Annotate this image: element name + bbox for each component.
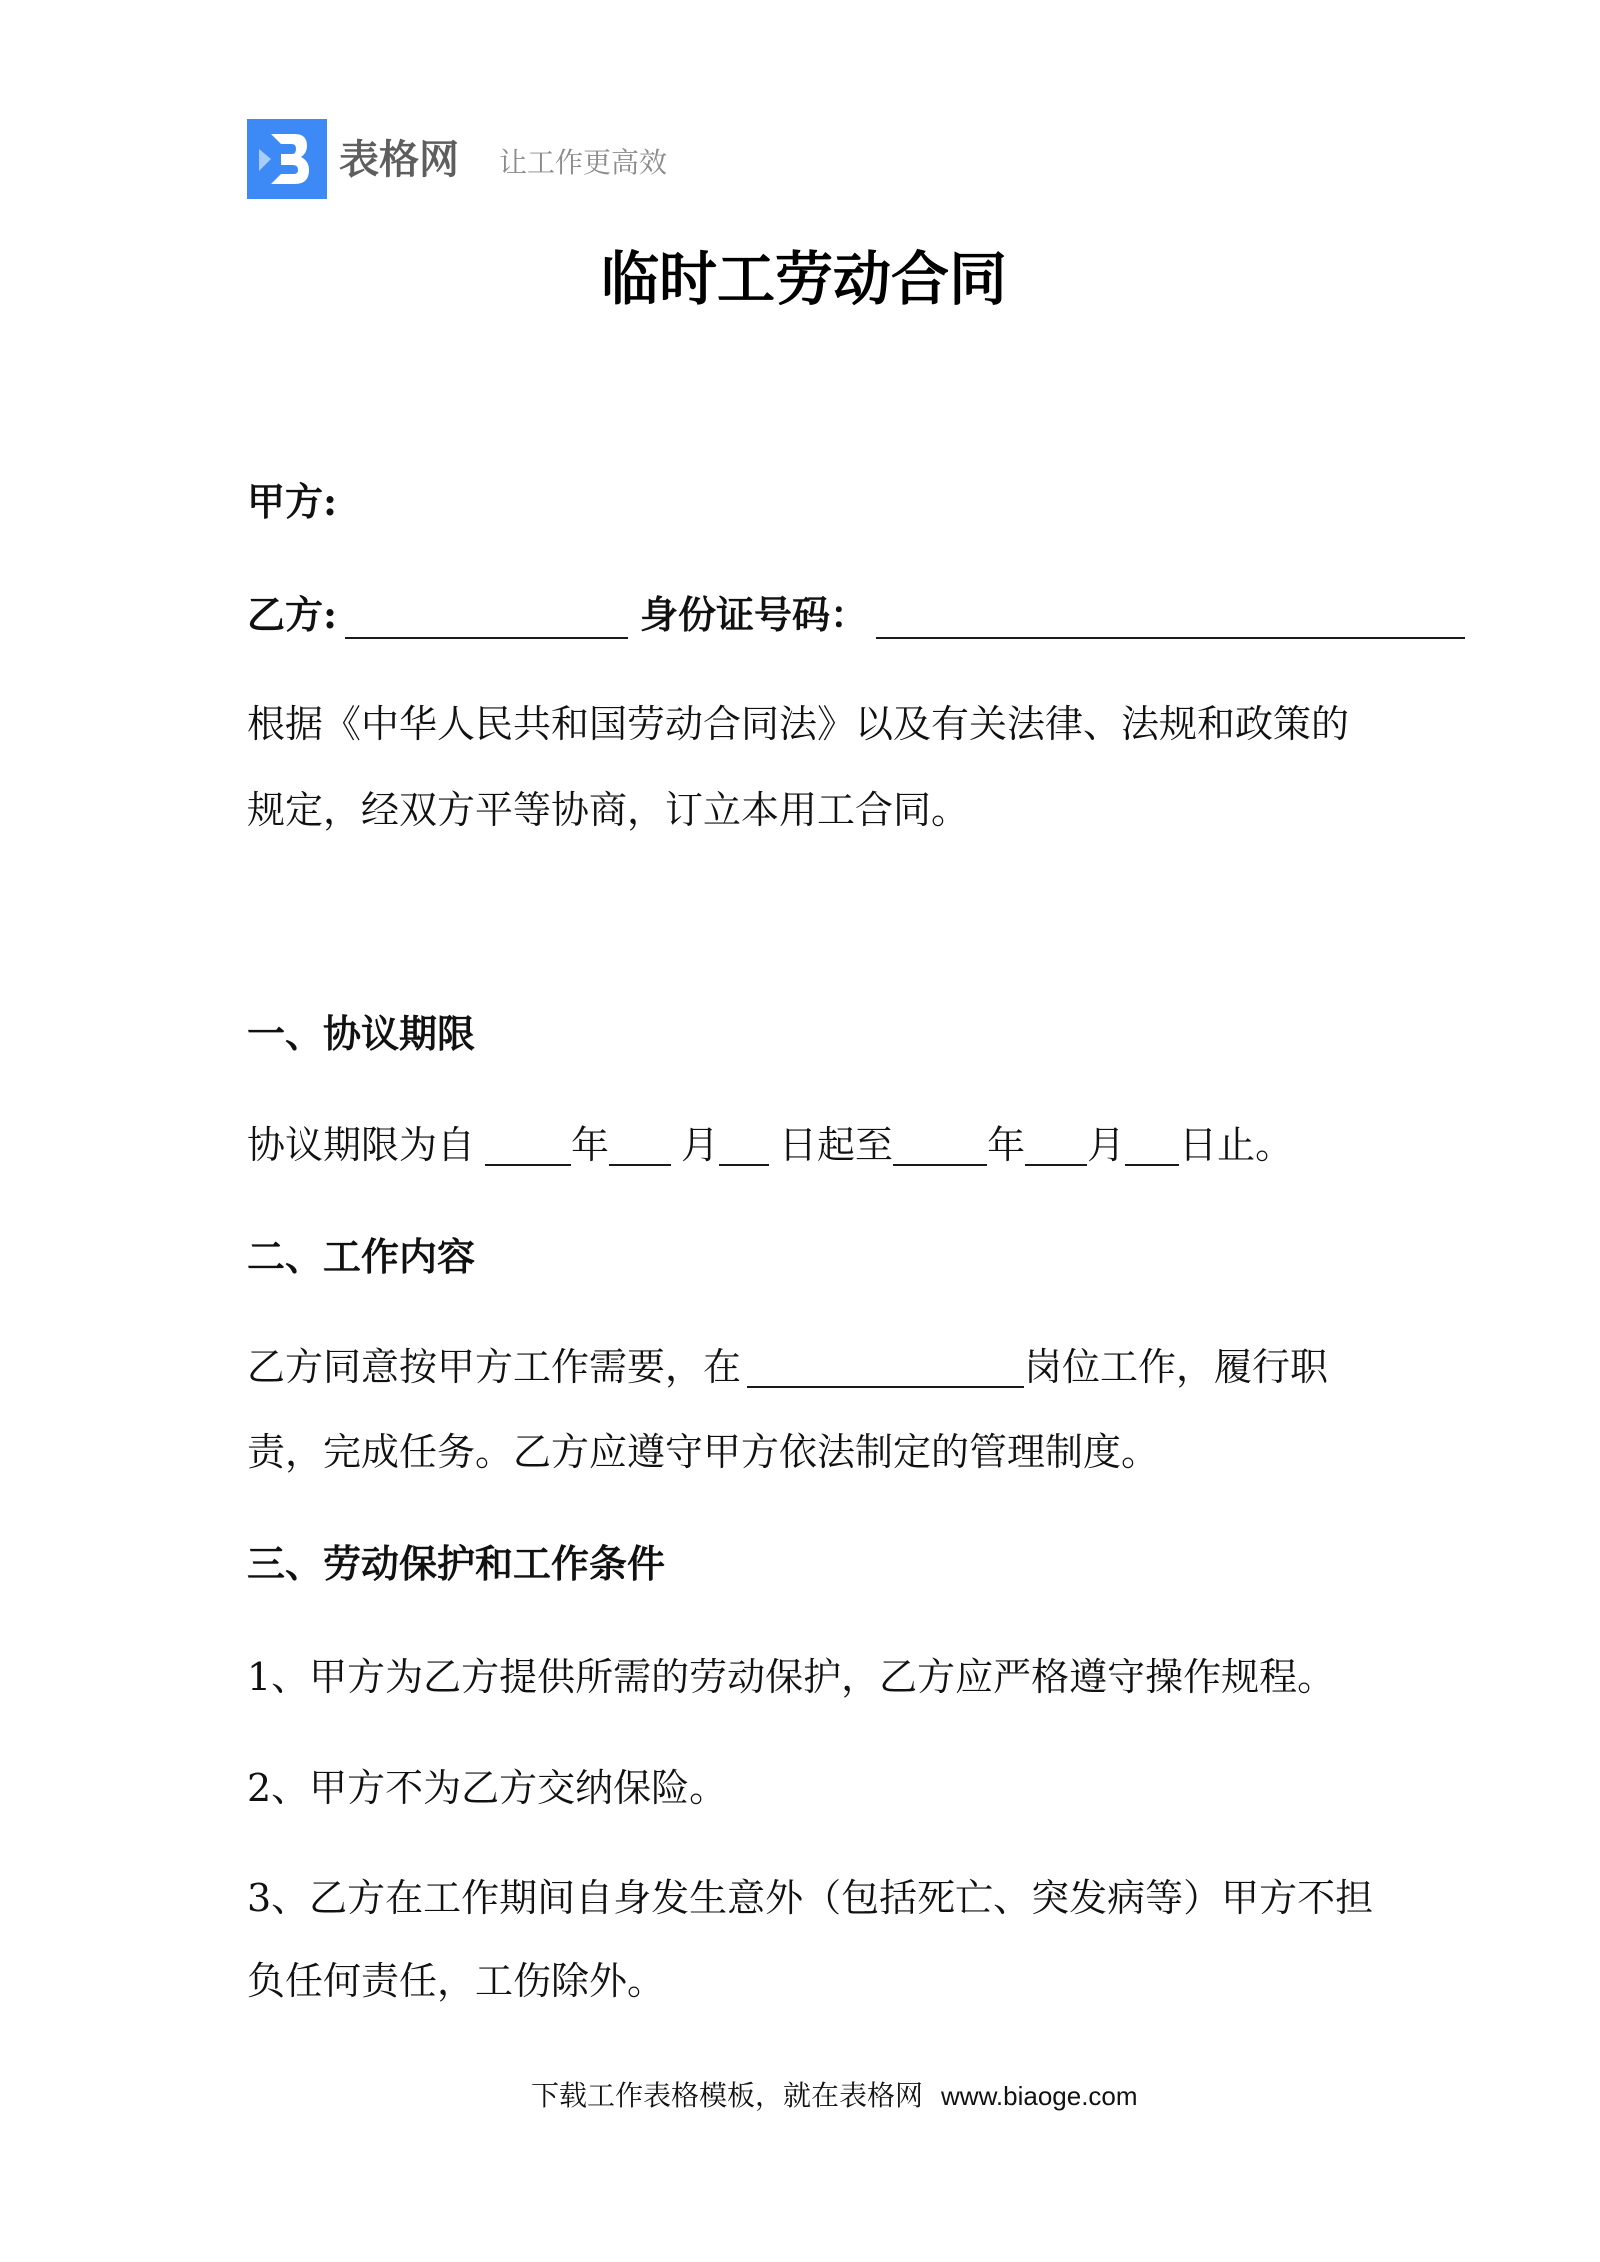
end-day-unit: 日止。: [1179, 1123, 1294, 1167]
end-year-unit: 年: [987, 1123, 1026, 1167]
brand-slogan: 让工作更高效: [499, 146, 668, 179]
document-title: 临时工劳动合同: [601, 245, 1008, 313]
party-b-label: 乙方:: [247, 592, 338, 637]
preamble-line: 根据《中华人民共和国劳动合同法》以及有关法律、法规和政策的: [247, 702, 1350, 746]
party-a-label: 甲方:: [247, 479, 338, 524]
section-heading-protection: 三、劳动保护和工作条件: [247, 1541, 666, 1586]
end-month-unit: 月: [1087, 1123, 1126, 1167]
page-footer: [531, 2078, 1138, 2118]
start-year-blank: [485, 1164, 571, 1166]
start-month-blank: [609, 1164, 671, 1166]
term-line: [247, 1121, 1293, 1169]
clause-item: 3、乙方在工作期间自身发生意外（包括死亡、突发病等）甲方不担: [247, 1876, 1374, 1920]
term-prefix: 协议期限为自: [247, 1123, 476, 1167]
end-day-blank: [1125, 1164, 1179, 1166]
clause-item: 1、甲方为乙方提供所需的劳动保护，乙方应严格遵守操作规程。: [247, 1655, 1336, 1699]
end-month-blank: [1025, 1164, 1087, 1166]
section-heading-work: 二、工作内容: [247, 1234, 476, 1279]
position-text-after: 岗位工作，履行职: [1024, 1345, 1329, 1389]
start-day-blank: [719, 1164, 769, 1166]
position-blank: [747, 1386, 1024, 1388]
end-year-blank: [893, 1164, 987, 1166]
footer-website: www.biaoge.com: [941, 2081, 1138, 2111]
work-continuation-line: 责，完成任务。乙方应遵守甲方依法制定的管理制度。: [247, 1430, 1160, 1474]
position-text-before: 乙方同意按甲方工作需要，在: [247, 1345, 742, 1389]
clause-item: 2、甲方不为乙方交纳保险。: [247, 1766, 728, 1810]
id-number-blank: [876, 637, 1465, 639]
start-day-unit: 日起至: [779, 1123, 894, 1167]
start-month-unit: 月: [681, 1123, 720, 1167]
section-heading-term: 一、协议期限: [247, 1011, 476, 1056]
position-line: [247, 1343, 1328, 1391]
start-year-unit: 年: [571, 1123, 610, 1167]
party-b-name-blank: [345, 637, 628, 639]
brand-name: 表格网: [339, 137, 459, 183]
biaoge-logo-icon: [247, 119, 327, 199]
footer-text: 下载工作表格模板，就在表格网: [531, 2079, 924, 2112]
id-number-label: 身份证号码：: [640, 592, 869, 637]
party-b-line: [247, 591, 1465, 639]
preamble-line: 规定，经双方平等协商，订立本用工合同。: [247, 788, 970, 832]
clause-item-continuation: 负任何责任，工伤除外。: [247, 1959, 666, 2003]
